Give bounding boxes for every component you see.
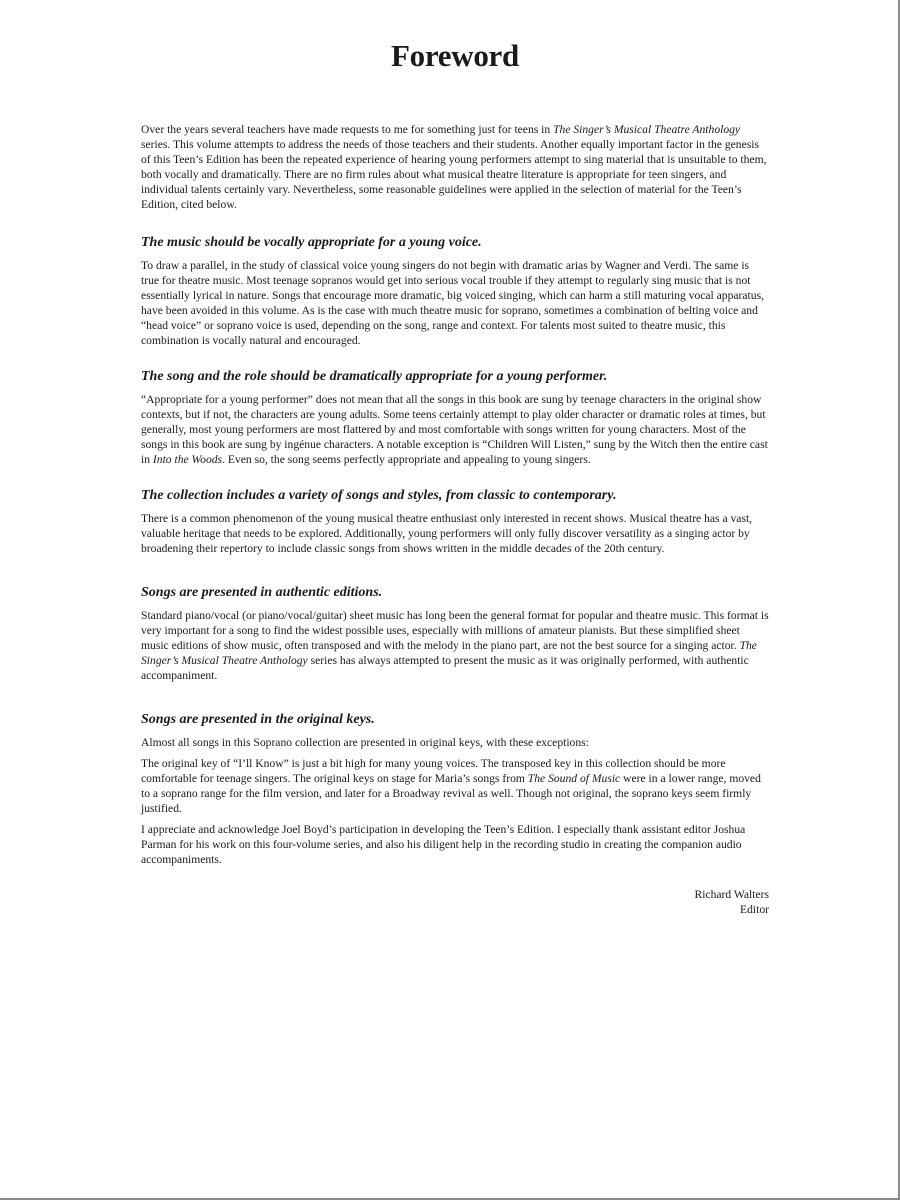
- intro-text-b: series. This volume attempts to address the needs of those teachers and their students. Another equally important factor in the genesis of this Teen’s Edition has been the repeated experience of hearing young performers attempt to sing material that is unsuitable to them, both vocally and dramatically. There are no firm rules about what musical theatre literature is appropriate for teen singers, and individual talents certainly vary. Nevertheless, some reasonable guidelines were applied in the selection of material for the Teen’s Edition, cited below.: [141, 138, 767, 211]
- show-title: Into the Woods: [152, 453, 223, 466]
- series-title: The Singer’s Musical Theatre Anthology: [141, 639, 757, 667]
- intro-text-a: Over the years several teachers have made requests to me for something just for teens in: [141, 123, 554, 136]
- section-heading: Songs are presented in the original keys.: [141, 712, 375, 727]
- intro-paragraph: [141, 122, 769, 212]
- section-text-a: “Appropriate for a young performer” does not mean that all the songs in this book are sung by teenage characters in the original show contexts, but if not, the characters are young adults. Some teens certainly attempt to play older character or dramatic roles at times, but generally, most young performers are most flattered by and most comfortable with songs written for young characters. Most of the songs in this book are sung by ingénue characters. A notable exception is “Children Will Listen,” sung by the Witch then the entire cast in: [141, 393, 768, 466]
- section-authentic: [141, 584, 769, 683]
- section-paragraph: [141, 756, 769, 816]
- section-text-a: The original key of “I’ll Know” is just a bit high for many young voices. The transposed key in this collection should be more comfortable for teenage singers. The original keys on stage for Maria’s songs from: [141, 757, 726, 785]
- signature-name: Richard Walters: [694, 888, 769, 901]
- section-text-b: were in a lower range, moved to a soprano range for the film version, and later for a Broadway revival as well. Though not original, the soprano keys seem firmly justified.: [141, 772, 761, 815]
- section-text-b: series has always attempted to present the music as it was originally performed, with authentic accompaniment.: [141, 654, 749, 682]
- page-title: Foreword: [391, 38, 519, 73]
- section-text-b: . Even so, the song seems perfectly appropriate and appealing to young singers.: [222, 453, 591, 466]
- section-keys: [141, 711, 769, 867]
- section-vocal: [141, 234, 769, 348]
- section-heading: Songs are presented in authentic editions.: [141, 585, 383, 600]
- section-paragraph: [141, 608, 769, 683]
- signature-block: [694, 887, 769, 917]
- section-paragraph: Almost all songs in this Soprano collection are presented in original keys, with these exceptions:: [141, 736, 589, 749]
- section-dramatic: [141, 368, 769, 467]
- section-heading: The collection includes a variety of songs and styles, from classic to contemporary.: [141, 488, 617, 503]
- section-text-a: Standard piano/vocal (or piano/vocal/guitar) sheet music has long been the general format for popular and theatre music. This format is very important for a song to find the widest possible uses, especially with millions of amateur pianists. But these simplified sheet music editions of show music, often transposed and with the melody in the piano part, are not the best source for a singing actor.: [141, 609, 769, 652]
- show-title: The Sound of Music: [527, 772, 621, 785]
- section-variety: [141, 487, 769, 556]
- section-paragraph: There is a common phenomenon of the young musical theatre enthusiast only interested in recent shows. Musical theatre has a vast, valuable heritage that needs to be explored. Additionally, young performers will only fully discover versatility as a singing actor by broadening their repertory to include classic songs from shows written in the middle decades of the 20th century.: [141, 512, 753, 555]
- section-heading: The song and the role should be dramatically appropriate for a young performer.: [141, 369, 608, 384]
- section-heading: The music should be vocally appropriate for a young voice.: [141, 235, 482, 250]
- section-paragraph: To draw a parallel, in the study of classical voice young singers do not begin with dramatic arias by Wagner and Verdi. The same is true for theatre music. Most teenage sopranos would get into serious vocal trouble if they attempt to regularly sing music that is not essentially lyrical in nature. Songs that encourage more dramatic, big voiced singing, which can harm a still maturing vocal apparatus, have been avoided in this volume. As is the case with much theatre music for soprano, sometimes a combination of belting voice and “head voice” or soprano voice is used, depending on the song, range and context. For talents most suited to theatre music, this combination is vocally natural and encouraged.: [141, 259, 764, 347]
- section-paragraph: [141, 392, 769, 467]
- foreword-content: [141, 36, 769, 916]
- intro-book-title: The Singer’s Musical Theatre Anthology: [553, 123, 741, 136]
- acknowledgement-paragraph: I appreciate and acknowledge Joel Boyd’s participation in developing the Teen’s Edition. I especially thank assistant editor Joshua Parman for his work on this four-volume series, and also his diligent help in the recording studio in creating the companion audio accompaniments.: [141, 823, 746, 866]
- signature-role: Editor: [740, 903, 769, 916]
